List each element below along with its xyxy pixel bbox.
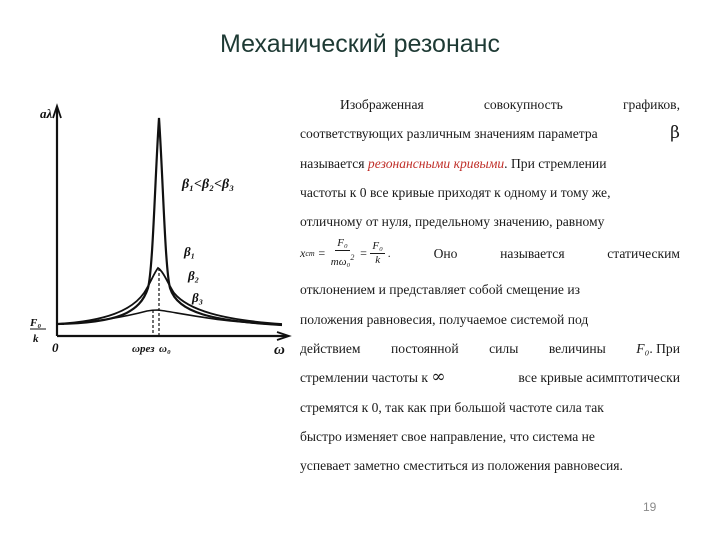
curve-beta2 [57,268,282,324]
beta-order-label: β₁<β₂<β₃ [182,177,235,192]
slide-title: Механический резонанс [220,30,500,58]
text-line-3: называется резонансными кривыми. При стремлении [300,155,607,171]
resonance-curves-graph [22,88,297,368]
text-line-8: положения равновесия, получаемое системой под [300,311,589,327]
k-label: k [33,333,39,345]
static-displacement-formula: x ст = $\frac{\text{F₀}}{m\omega_0^2}$ = $\frac{\text{F₀}}{k}$ . [300,237,391,269]
resonance-curves-figure [22,88,297,368]
omega0-label: ω₀ [159,343,171,355]
text-line-2: соответствующих различным значениям параметра β [300,119,680,148]
text-line-13: успевает заметно сместиться из положения равновесия. [300,458,623,474]
resonance-curves-term: резонансными кривыми [367,155,505,171]
text-line-11: стремятся к 0, так как при большой частоте сила так [300,399,604,415]
text-line-7: отклонением и представляет собой смещение из [300,282,580,298]
text-line-10: стремлении частоты к ∞ все кривые асимптотически [300,367,680,388]
omega-res-label: ωрез [132,343,155,355]
text-line-1: Изображенная совокупность графиков, [340,97,680,112]
origin-label: 0 [52,340,59,355]
text-line-12: быстро изменяет свое направление, что система не [300,428,595,444]
text-line-9: действием постоянной силы величины F₀. При [300,341,680,357]
text-line-4: частоты к 0 все кривые приходят к одному и тому же, [300,184,611,200]
infinity-symbol: ∞ [431,367,446,388]
formula-line: x ст = $\frac{\text{F₀}}{m\omega_0^2}$ = $\frac{\text{F₀}}{k}$ . Оно называется статическим [300,237,680,269]
curve-label-beta1: β₁ [184,244,196,259]
text-line-5: отличному от нуля, предельному значению, равному [300,214,605,230]
page-number: 19 [643,500,657,514]
x-axis-label: ω [274,342,285,358]
beta-symbol: β [670,123,680,144]
f0-label: F₀ [30,317,42,329]
curve-label-beta2: β₂ [188,268,200,283]
body-text [300,90,680,481]
y-axis-label: aλ [40,106,53,121]
curve-beta1 [57,118,282,325]
curve-label-beta3: β₃ [192,290,204,305]
